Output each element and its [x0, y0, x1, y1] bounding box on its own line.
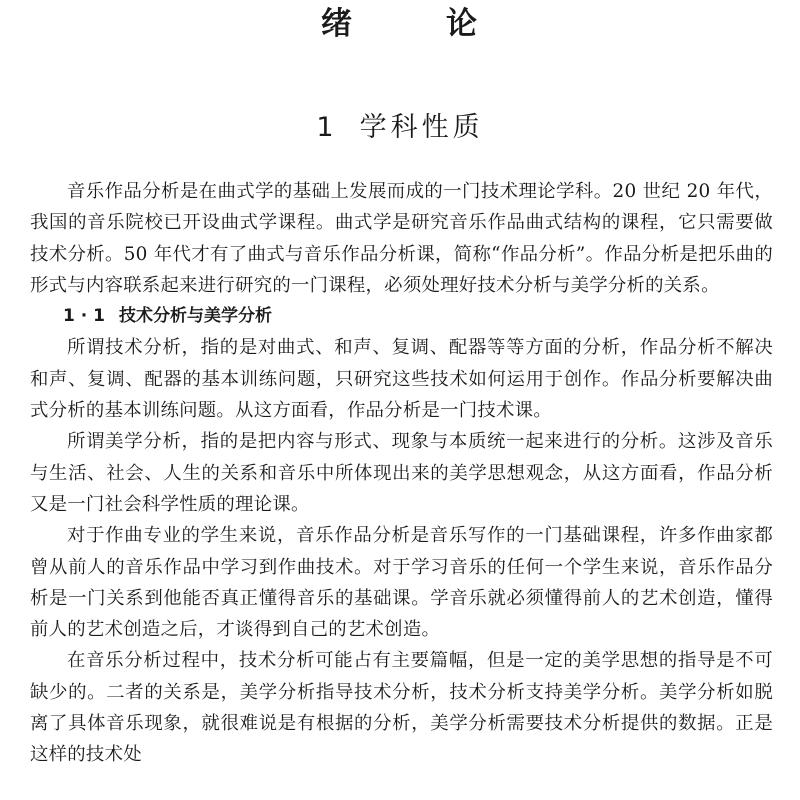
paragraph: 所谓技术分析，指的是对曲式、和声、复调、配器等等方面的分析，作品分析不解决和声、复调、配器的基本训练问题，只研究这些技术如何运用于创作。作品分析要解决曲式分析的基本训练问题。从这方面看，作品分析是一门技术课。: [30, 337, 773, 422]
body-text: [30, 176, 773, 771]
section-number: 1: [316, 112, 338, 143]
chapter-title-char-1: 绪: [321, 6, 354, 42]
subsection-number: 1 · 1: [63, 306, 105, 327]
section-title: [0, 108, 800, 148]
chapter-title: [0, 2, 800, 46]
section-title-text: 学科性质: [359, 112, 484, 143]
paragraph: 在音乐分析过程中，技术分析可能占有主要篇幅，但是一定的美学思想的指导是不可缺少的。二者的关系是，美学分析指导技术分析，技术分析支持美学分析。美学分析如脱离了具体音乐现象，就很难说是有根据的分析，美学分析需要技术分析提供的数据。正是这样的技术处: [30, 650, 773, 766]
subsection-title-text: 技术分析与美学分析: [118, 306, 272, 327]
paragraph: 音乐作品分析是在曲式学的基础上发展而成的一门技术理论学科。20 世纪 20 年代，我国的音乐院校已开设曲式学课程。曲式学是研究音乐作品曲式结构的课程，它只需要做技术分析。50 年代才有了曲式与音乐作品分析课，简称“作品分析”。作品分析是把乐曲的形式与内容联系起来进行研究的一门课程，必须处理好技术分析与美学分析的关系。: [30, 181, 773, 296]
chapter-title-char-2: 论: [446, 6, 479, 42]
subsection-title: [30, 301, 773, 332]
paragraph: 所谓美学分析，指的是把内容与形式、现象与本质统一起来进行的分析。这涉及音乐与生活、社会、人生的关系和音乐中所体现出来的美学思想观念，从这方面看，作品分析又是一门社会科学性质的理论课。: [30, 431, 773, 515]
paragraph: 对于作曲专业的学生来说，音乐作品分析是音乐写作的一门基础课程，许多作曲家都曾从前人的音乐作品中学习到作曲技术。对于学习音乐的任何一个学生来说，音乐作品分析是一门关系到他能否真正懂得音乐的基础课。学音乐就必须懂得前人的艺术创造，懂得前人的艺术创造之后，才谈得到自己的艺术创造。: [30, 525, 773, 641]
